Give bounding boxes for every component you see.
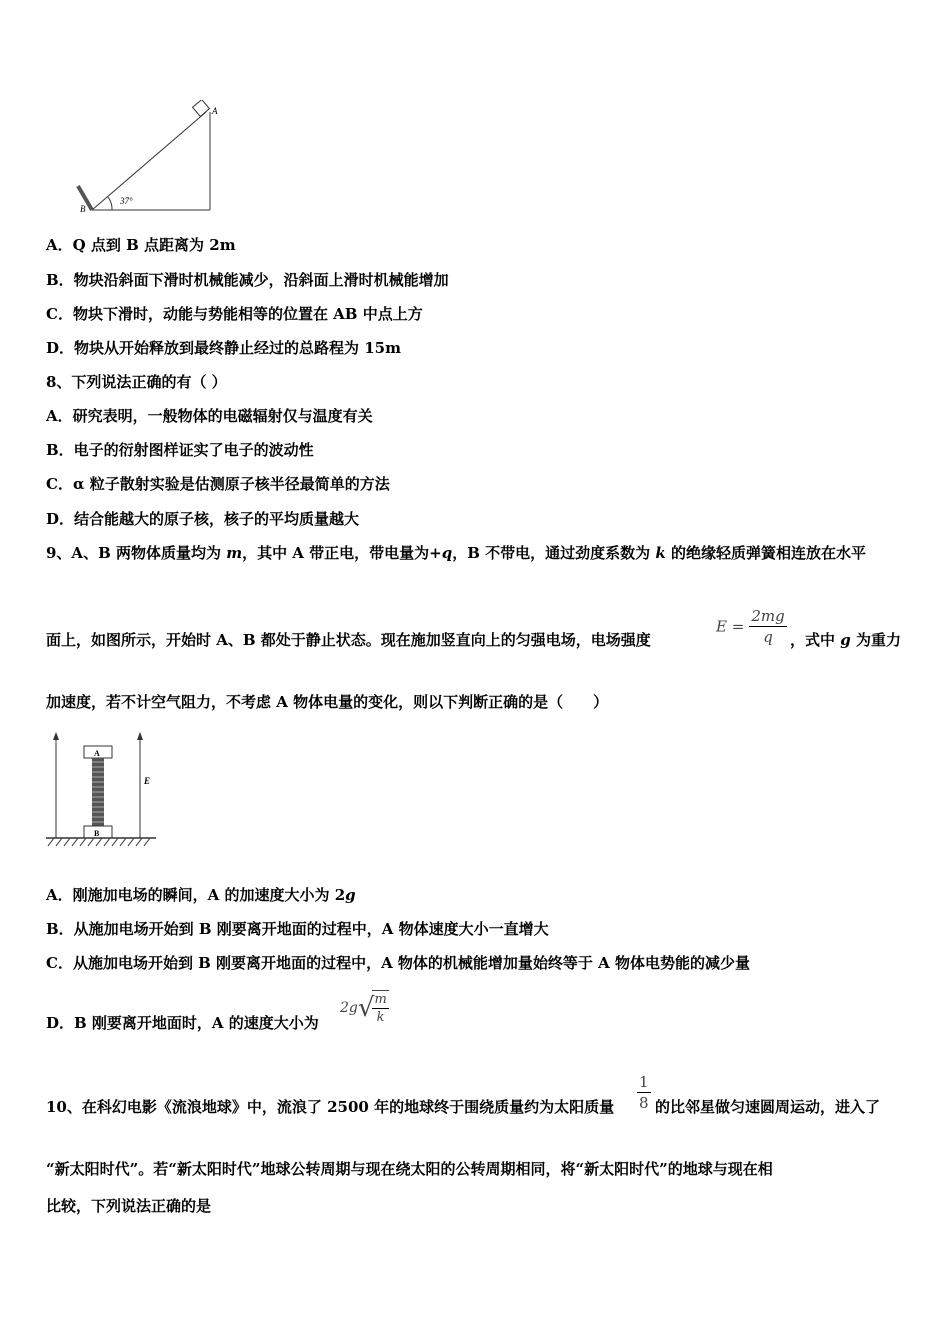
q8-stem: 8、下列说法正确的有（ ）: [46, 373, 227, 391]
efield-formula: E = $\frac{2mg}{q}$: [716, 607, 785, 646]
q9-stem-line3: 加速度，若不计空气阻力，不考虑 A 物体电量的变化，则以下判断正确的是（ ）: [46, 693, 609, 711]
q8-option-d: D．结合能越大的原子核，核子的平均质量越大: [46, 510, 360, 528]
q7-option-a: A．Q 点到 B 点距离为 2m: [46, 236, 236, 254]
q8-option-a: A．研究表明，一般物体的电磁辐射仅与温度有关: [46, 407, 373, 425]
q8-option-c: C．α 粒子散射实验是估测原子核半径最简单的方法: [46, 475, 390, 493]
q9-option-c: C．从施加电场开始到 B 刚要离开地面的过程中，A 物体的机械能增加量始终等于 A 物体电势能的减少量: [46, 954, 751, 972]
angle-label: 37°: [120, 196, 133, 206]
incline-slope: [92, 112, 206, 210]
q9-stem-line2-end: ，式中 g 为重力: [790, 631, 901, 649]
block-a-label: A: [94, 749, 100, 758]
block-a: [193, 100, 210, 116]
q9-option-b: B．从施加电场开始到 B 刚要离开地面的过程中，A 物体速度大小一直增大: [46, 920, 549, 938]
q10-stem-line3: 比较，下列说法正确的是: [46, 1197, 212, 1215]
q9-option-d: D．B 刚要离开地面时，A 的速度大小为: [46, 1014, 319, 1032]
q9-option-a: A．刚施加电场的瞬间，A 的加速度大小为 2g: [46, 886, 356, 904]
q10-stem-line2: “新太阳时代”。若“新太阳时代”地球公转周期与现在绕太阳的公转周期相同，将“新太阳时代”的地球与现在相: [46, 1160, 773, 1178]
angle-arc: [108, 197, 112, 210]
mass-fraction: $\frac{1}{8}$: [639, 1073, 649, 1112]
spring-figure: [44, 730, 164, 852]
field-label: E: [144, 776, 151, 786]
field-arrow-right: [137, 732, 143, 740]
block-b-label: B: [94, 829, 100, 838]
label-b: B: [80, 204, 86, 214]
q7-option-c: C．物块下滑时，动能与势能相等的位置在 AB 中点上方: [46, 305, 423, 323]
incline-figure: [70, 100, 230, 215]
q10-stem-line1-end: 的比邻星做匀速圆周运动，进入了: [655, 1098, 881, 1116]
q7-option-b: B．物块沿斜面下滑时机械能减少，沿斜面上滑时机械能增加: [46, 271, 449, 289]
field-arrow-left: [53, 732, 59, 740]
q8-option-b: B．电子的衍射图样证实了电子的波动性: [46, 441, 314, 459]
q9-stem-line2: 面上，如图所示，开始时 A、B 都处于静止状态。现在施加竖直向上的匀强电场，电场强度: [46, 631, 651, 649]
ground-hatch: [48, 838, 150, 846]
velocity-formula: 2g√ $\frac{m}{k}$: [340, 992, 387, 1025]
label-a: A: [212, 106, 218, 116]
q9-stem-line1: 9、A、B 两物体质量均为 m，其中 A 带正电，带电量为+q，B 不带电，通过劲度系数为 k 的绝缘轻质弹簧相连放在水平: [46, 544, 866, 562]
q7-option-d: D．物块从开始释放到最终静止经过的总路程为 15m: [46, 339, 401, 357]
q10-stem-line1: 10、在科幻电影《流浪地球》中，流浪了 2500 年的地球终于围绕质量约为太阳质量: [46, 1098, 615, 1116]
